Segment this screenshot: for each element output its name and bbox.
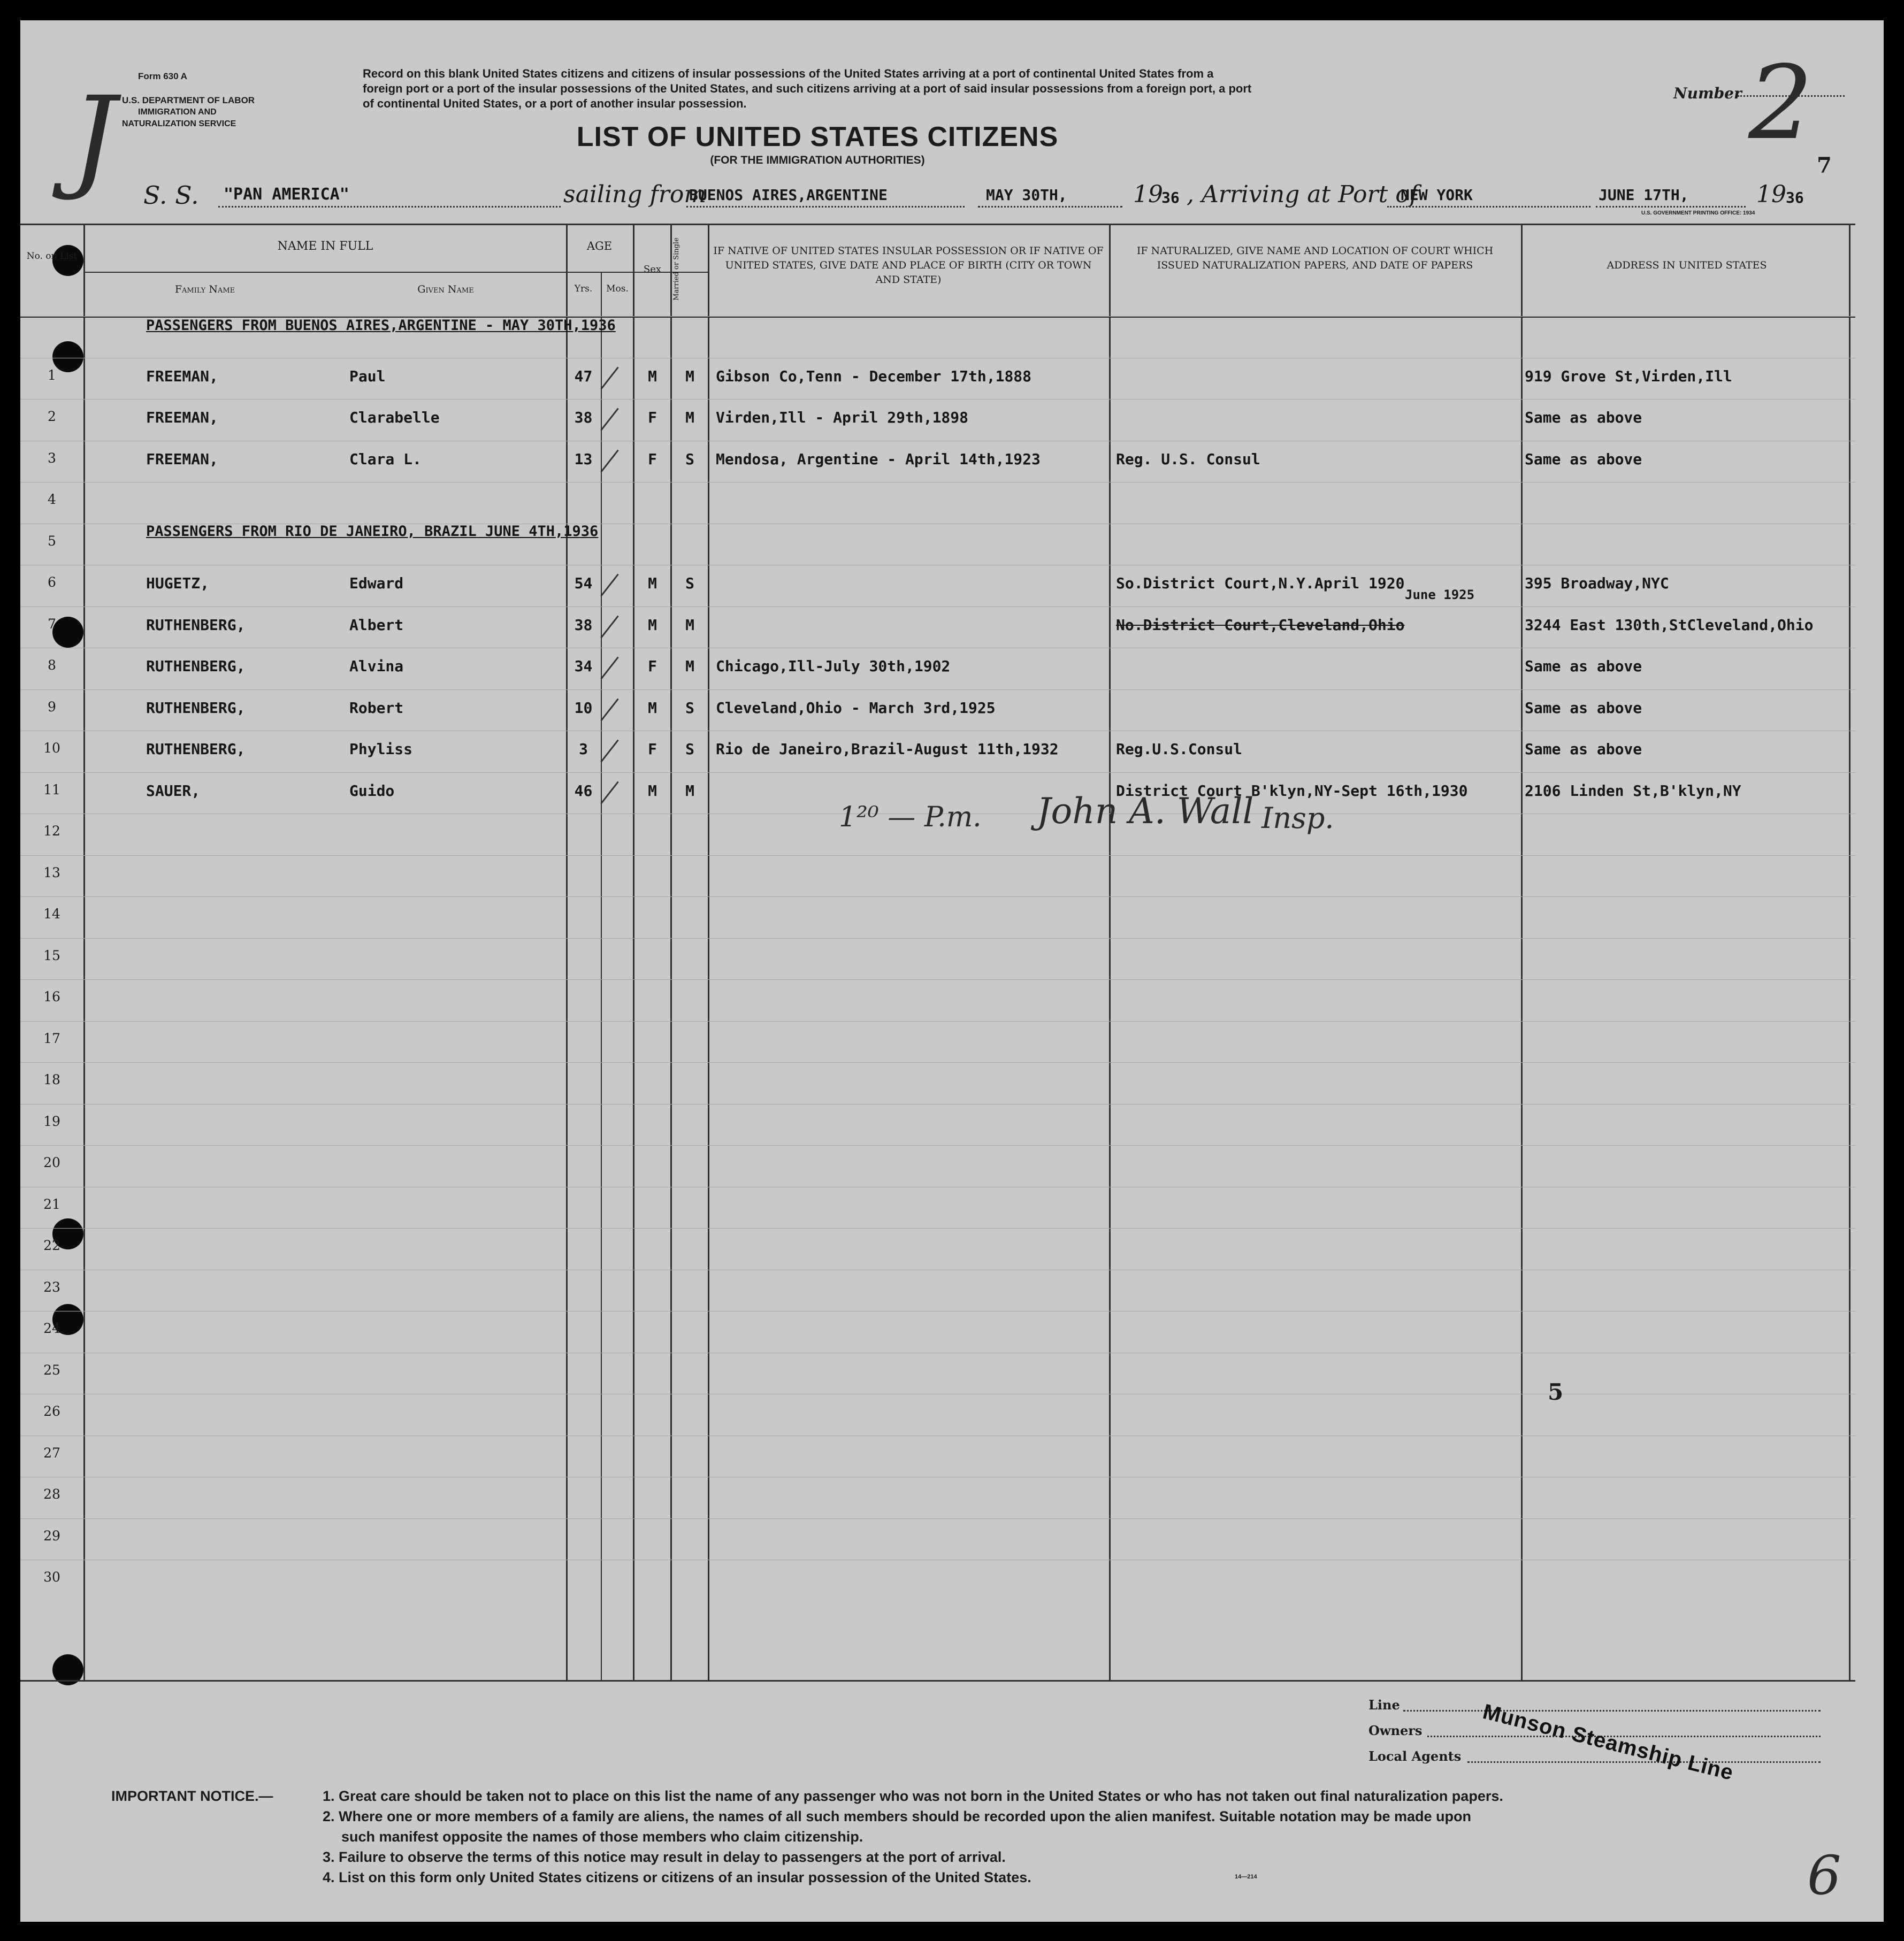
row-number: 6 <box>48 574 56 590</box>
line-label: Line <box>1368 1697 1400 1713</box>
row-number: 30 <box>43 1569 60 1585</box>
given-name-cell: Phyliss <box>349 740 413 758</box>
row-number: 22 <box>43 1238 60 1253</box>
address-cell: Same as above <box>1525 699 1642 717</box>
marital-status-cell: M <box>685 367 694 385</box>
row-number: 1 <box>48 367 56 383</box>
birth-cell: Cleveland,Ohio - March 3rd,1925 <box>716 699 996 717</box>
marital-status-cell: S <box>685 450 694 468</box>
owners-label: Owners <box>1368 1723 1423 1738</box>
notice-4: 4. List on this form only United States citizens or citizens of an insular possession of the United States. <box>323 1869 1031 1885</box>
handwritten-corner-number: 6 <box>1807 1844 1841 1907</box>
row-number: 25 <box>43 1362 60 1378</box>
sailing-date: MAY 30TH, <box>986 186 1067 204</box>
row7-insert-note: June 1925 <box>1405 587 1475 602</box>
row-number: 15 <box>43 948 60 963</box>
line-field <box>1403 1709 1821 1712</box>
sex-cell: F <box>648 657 657 675</box>
birth-cell: Mendosa, Argentine - April 14th,1923 <box>716 450 1041 468</box>
row-rule <box>20 938 1855 939</box>
corner-mark: 7 <box>1817 153 1832 178</box>
row-rule <box>20 316 1855 317</box>
sailing-port-underline <box>686 205 965 208</box>
age-cell: 47 <box>574 367 593 385</box>
address-cell: 395 Broadway,NYC <box>1525 574 1669 592</box>
service-line-1: IMMIGRATION AND <box>138 108 217 117</box>
company-stamp: Munson Steamship Line <box>1480 1700 1736 1785</box>
age-cell: 13 <box>574 450 593 468</box>
given-name-cell: Paul <box>349 367 386 385</box>
ship-name: "PAN AMERICA" <box>224 185 349 204</box>
header-mos: Mos. <box>606 283 629 294</box>
age-cell: 34 <box>574 657 593 675</box>
section-heading-buenos-aires: PASSENGERS FROM BUENOS AIRES,ARGENTINE - MAY 30TH,1936 <box>146 317 616 334</box>
name-age-divider <box>85 272 708 273</box>
column-divider <box>708 224 709 1681</box>
row-rule <box>20 1228 1855 1229</box>
document-page <box>20 20 1884 1922</box>
row-number: 17 <box>43 1031 60 1046</box>
column-divider <box>1849 224 1851 1681</box>
row-number: 18 <box>43 1072 60 1087</box>
instruction-line: foreign port or a port of the insular possessions of the United States, and such citizens arriving at a port of said insular possessions from a foreign port, a port <box>363 82 1252 95</box>
form-number: Form 630 A <box>138 71 187 81</box>
arrival-date: JUNE 17TH, <box>1599 186 1689 204</box>
check-mark <box>600 408 618 431</box>
section-heading-rio: PASSENGERS FROM RIO DE JANEIRO, BRAZIL JUNE 4TH,1936 <box>146 523 599 540</box>
birth-cell: Gibson Co,Tenn - December 17th,1888 <box>716 367 1032 385</box>
given-name-cell: Albert <box>349 616 404 634</box>
row-number: 23 <box>43 1279 60 1295</box>
family-name-cell: FREEMAN, <box>146 450 218 468</box>
naturalization-cell: So.District Court,N.Y.April 1920 <box>1116 574 1405 592</box>
address-cell: Same as above <box>1525 657 1642 675</box>
notice-label: IMPORTANT NOTICE.— <box>111 1788 273 1804</box>
row-rule <box>20 1518 1855 1519</box>
given-name-cell: Robert <box>349 699 404 717</box>
age-cell: 46 <box>574 782 593 800</box>
row-number: 21 <box>43 1196 60 1212</box>
page-subtitle: (FOR THE IMMIGRATION AUTHORITIES) <box>710 154 925 166</box>
family-name-cell: RUTHENBERG, <box>146 740 246 758</box>
table-top-border <box>20 224 1855 225</box>
ss-label: S. S. <box>143 181 199 210</box>
row-number: 20 <box>43 1155 60 1170</box>
header-age: AGE <box>586 240 613 252</box>
row-number: 24 <box>43 1321 60 1336</box>
sex-cell: M <box>648 616 657 634</box>
row-number: 3 <box>48 450 56 466</box>
arrival-port: NEW YORK <box>1401 186 1473 204</box>
marital-status-cell: M <box>685 657 694 675</box>
row-number: 13 <box>43 865 60 880</box>
age-cell: 38 <box>574 616 593 634</box>
handwritten-initial: J <box>71 72 117 203</box>
address-cell: Same as above <box>1525 450 1642 468</box>
arriving-label: , Arriving at Port of <box>1187 181 1418 208</box>
row-number: 7 <box>48 616 56 632</box>
printer-note: U.S. GOVERNMENT PRINTING OFFICE: 1934 <box>1641 210 1755 216</box>
header-name-in-full: NAME IN FULL <box>277 240 373 253</box>
row-rule <box>20 896 1855 897</box>
sailing-port: BUENOS AIRES,ARGENTINE <box>689 186 888 204</box>
family-name-cell: HUGETZ, <box>146 574 210 592</box>
row-number: 12 <box>43 823 60 839</box>
row-number: 4 <box>48 492 56 507</box>
given-name-cell: Edward <box>349 574 404 592</box>
service-line-2: NATURALIZATION SERVICE <box>122 119 236 128</box>
header-given-name: Given Name <box>417 283 474 295</box>
naturalization-cell: District Court B'klyn,NY-Sept 16th,1930 <box>1116 782 1468 800</box>
naturalization-cell: Reg. U.S. Consul <box>1116 450 1260 468</box>
column-divider <box>1521 224 1523 1681</box>
header-sex: Sex <box>643 264 662 275</box>
naturalization-cell: Reg.U.S.Consul <box>1116 740 1243 758</box>
number-label: Number <box>1673 85 1742 102</box>
check-mark <box>600 574 618 597</box>
sex-cell: M <box>648 574 657 592</box>
column-divider <box>601 272 602 1681</box>
header-naturalized: IF NATURALIZED, GIVE NAME AND LOCATION OF COURT WHICH ISSUED NATURALIZATION PAPERS, AND DATE OF PAPERS <box>1136 245 1494 271</box>
row-rule <box>20 1021 1855 1022</box>
form-code: 14—214 <box>1235 1874 1257 1880</box>
family-name-cell: RUTHENBERG, <box>146 657 246 675</box>
check-mark <box>600 616 618 639</box>
arrival-date-underline <box>1596 205 1746 208</box>
check-mark <box>600 740 618 763</box>
row-number: 9 <box>48 699 56 715</box>
row-number: 19 <box>43 1114 60 1129</box>
header-yrs: Yrs. <box>574 283 593 294</box>
arrival-year: 36 <box>1786 189 1804 206</box>
family-name-cell: RUTHENBERG, <box>146 616 246 634</box>
row-number: 28 <box>43 1486 60 1502</box>
row-number: 10 <box>43 740 60 756</box>
check-mark <box>600 699 618 722</box>
notice-1: 1. Great care should be taken not to place on this list the name of any passenger who was not born in the United States or who has not taken out final naturalization papers. <box>323 1788 1503 1804</box>
header-no-on-list: No. on List <box>26 251 78 262</box>
instruction-line: Record on this blank United States citizens and citizens of insular possessions of the United States arriving at a port of continental United States from a <box>363 67 1214 80</box>
header-family-name: Family Name <box>174 283 235 295</box>
check-mark <box>600 781 618 804</box>
department-name: U.S. DEPARTMENT OF LABOR <box>122 95 255 105</box>
birth-cell: Chicago,Ill-July 30th,1902 <box>716 657 951 675</box>
row-number: 5 <box>48 533 56 549</box>
column-divider <box>566 224 568 1681</box>
local-agents-label: Local Agents <box>1368 1748 1462 1764</box>
sex-cell: M <box>648 699 657 717</box>
check-mark <box>600 657 618 680</box>
given-name-cell: Clara L. <box>349 450 422 468</box>
age-cell: 3 <box>579 740 588 758</box>
sex-cell: F <box>648 740 657 758</box>
birth-cell: Virden,Ill - April 29th,1898 <box>716 409 969 426</box>
row-number: 26 <box>43 1403 60 1419</box>
row-rule <box>20 772 1855 773</box>
ship-underline <box>218 205 561 208</box>
marginal-mark: 5 <box>1548 1379 1564 1405</box>
arrival-port-underline <box>1387 205 1591 208</box>
age-cell: 38 <box>574 409 593 426</box>
column-divider <box>670 224 672 1681</box>
inspector-signature-name: John A. Wall <box>1037 791 1254 832</box>
address-cell: Same as above <box>1525 409 1642 426</box>
row-number: 11 <box>43 782 60 797</box>
address-cell: 919 Grove St,Virden,Ill <box>1525 367 1732 385</box>
address-cell: 2106 Linden St,B'klyn,NY <box>1525 782 1741 800</box>
row-number: 2 <box>48 409 56 424</box>
inspector-signature-title: Insp. <box>1261 801 1334 835</box>
table-bottom-border <box>20 1680 1855 1682</box>
family-name-cell: FREEMAN, <box>146 367 218 385</box>
column-divider <box>83 224 85 1681</box>
year-prefix-2: 19 <box>1756 181 1786 208</box>
row-rule <box>20 1062 1855 1063</box>
age-cell: 54 <box>574 574 593 592</box>
age-cell: 10 <box>574 699 593 717</box>
column-divider <box>633 224 634 1681</box>
family-name-cell: FREEMAN, <box>146 409 218 426</box>
header-address: ADDRESS IN UNITED STATES <box>1607 259 1767 271</box>
family-name-cell: SAUER, <box>146 782 201 800</box>
sailing-year: 36 <box>1161 189 1180 206</box>
column-divider <box>1109 224 1111 1681</box>
given-name-cell: Guido <box>349 782 395 800</box>
naturalization-cell: No.District Court,Cleveland,Ohio <box>1116 616 1405 634</box>
notice-2: 2. Where one or more members of a family are aliens, the names of all such members should be recorded upon the alien manifest. Suitable notation may be made upon <box>323 1808 1472 1824</box>
page-title: LIST OF UNITED STATES CITIZENS <box>576 121 1059 152</box>
row-rule <box>20 855 1855 856</box>
year-prefix: 19 <box>1133 181 1163 208</box>
header-married-single: Married or Single <box>672 237 680 301</box>
inspector-signature-prefix: 1²⁰ — P.m. <box>839 801 982 833</box>
check-mark <box>600 450 618 473</box>
row-number: 27 <box>43 1445 60 1461</box>
sailing-date-underline <box>978 205 1122 208</box>
address-cell: Same as above <box>1525 740 1642 758</box>
sailing-from-label: sailing from <box>563 181 707 208</box>
row-rule <box>20 979 1855 980</box>
row-number: 29 <box>43 1528 60 1544</box>
marital-status-cell: M <box>685 616 694 634</box>
family-name-cell: RUTHENBERG, <box>146 699 246 717</box>
handwritten-number: 2 <box>1748 44 1813 162</box>
marital-status-cell: S <box>685 574 694 592</box>
marital-status-cell: M <box>685 782 694 800</box>
row-rule <box>20 689 1855 690</box>
birth-cell: Rio de Janeiro,Brazil-August 11th,1932 <box>716 740 1059 758</box>
sex-cell: M <box>648 367 657 385</box>
row-number: 14 <box>43 906 60 922</box>
row-rule <box>20 1145 1855 1146</box>
sex-cell: F <box>648 409 657 426</box>
sex-cell: F <box>648 450 657 468</box>
marital-status-cell: S <box>685 740 694 758</box>
given-name-cell: Alvina <box>349 657 404 675</box>
marital-status-cell: S <box>685 699 694 717</box>
instruction-line: of continental United States, or a port of another insular possession. <box>363 97 747 110</box>
given-name-cell: Clarabelle <box>349 409 440 426</box>
marital-status-cell: M <box>685 409 694 426</box>
sex-cell: M <box>648 782 657 800</box>
row-rule <box>20 399 1855 400</box>
row-number: 16 <box>43 989 60 1004</box>
notice-2-continued: such manifest opposite the names of those members who claim citizenship. <box>341 1829 863 1845</box>
header-birth: IF NATIVE OF UNITED STATES INSULAR POSSESSION OR IF NATIVE OF UNITED STATES, GIVE DATE AND PLACE OF BIRTH (CITY OR TOWN AND STATE) <box>713 245 1104 286</box>
notice-3: 3. Failure to observe the terms of this notice may result in delay to passengers at the port of arrival. <box>323 1849 1006 1865</box>
row-number: 8 <box>48 657 56 673</box>
address-cell: 3244 East 130th,StCleveland,Ohio <box>1525 616 1814 634</box>
check-mark <box>600 367 618 390</box>
